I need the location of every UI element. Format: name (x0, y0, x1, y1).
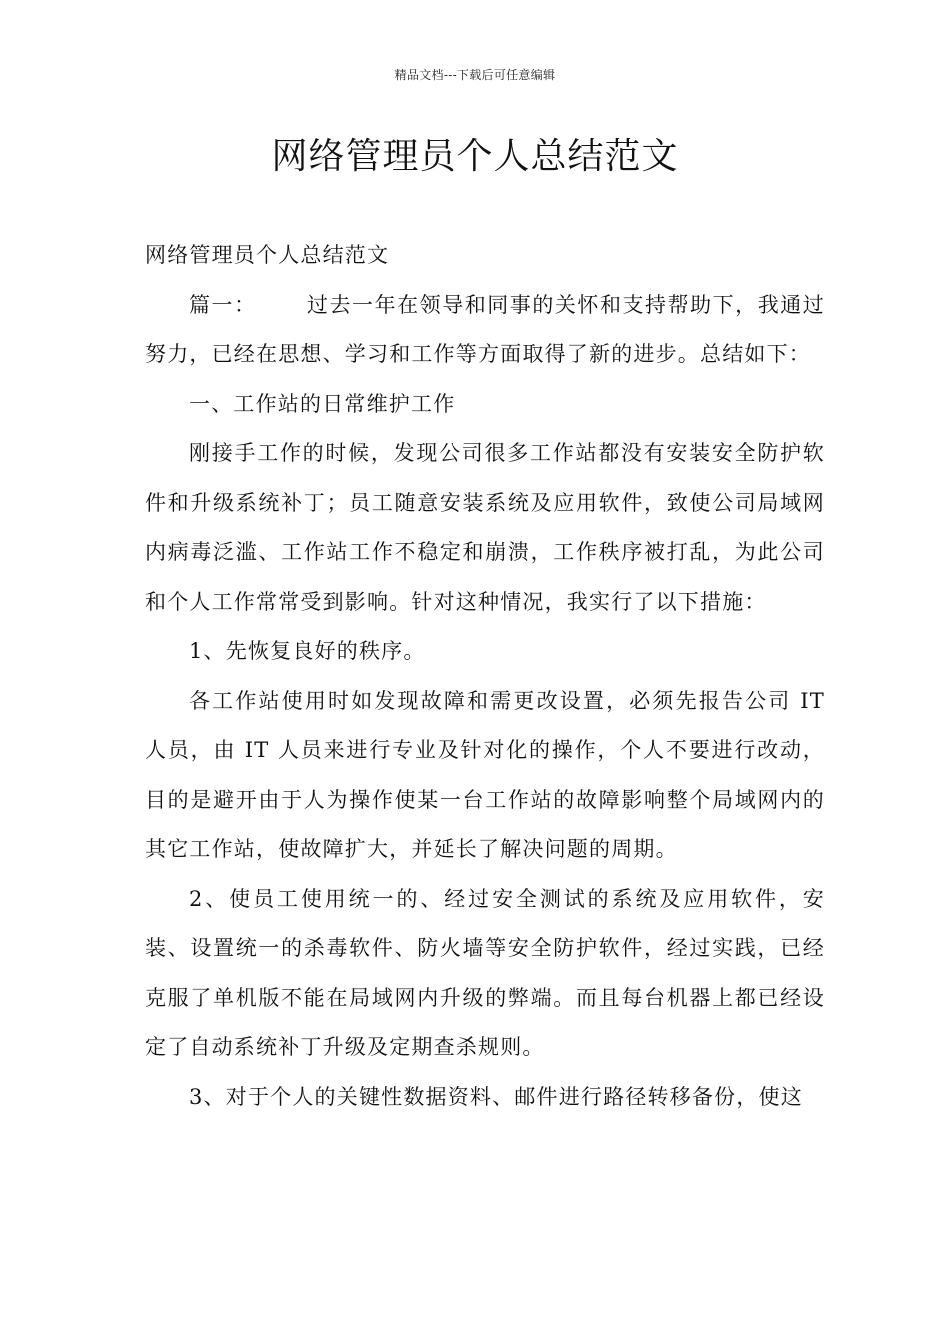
paragraph: 2、使员工使用统一的、经过安全测试的系统及应用软件，安装、设置统一的杀毒软件、防火墙等安全防护软件，经过实践，已经克服了单机版不能在局域网内升级的弊端。而且每台机器上都已经设定了自动系统补丁升级及定期查杀规则。 (145, 886, 825, 1059)
document-title: 网络管理员个人总结范文 (271, 136, 679, 177)
paragraph: 各工作站使用时如发现故障和需更改设置，必须先报告公司 IT 人员，由 IT 人员来进行专业及针对化的操作，个人不要进行改动，目的是避开由于人为操作使某一台工作站的故障影响整个局域网内的其它工作站，使故障扩大，并延长了解决问题的周期。 (145, 688, 825, 861)
paragraph: 3、对于个人的关键性数据资料、邮件进行路径转移备份，使这 (189, 1084, 803, 1109)
list-item-heading: 1、先恢复良好的秩序。 (189, 639, 426, 663)
part-label: 篇一： (189, 292, 257, 317)
paragraph-intro (145, 281, 825, 380)
document-subtitle: 网络管理员个人总结范文 (145, 243, 390, 267)
document-body (145, 231, 825, 1122)
section-heading: 一、工作站的日常维护工作 (189, 391, 456, 416)
paragraph-intro-text: 过去一年在领导和同事的关怀和支持帮助下，我通过努力，已经在思想、学习和工作等方面取得了新的进步。总结如下： (145, 292, 825, 366)
header-note: 精品文档---下载后可任意编辑 (394, 68, 556, 82)
paragraph: 刚接手工作的时候，发现公司很多工作站都没有安装安全防护软件和升级系统补丁；员工随意安装系统及应用软件，致使公司局域网内病毒泛滥、工作站工作不稳定和崩溃，工作秩序被打乱，为此公司和个人工作常常受到影响。针对这种情况，我实行了以下措施： (145, 441, 825, 614)
